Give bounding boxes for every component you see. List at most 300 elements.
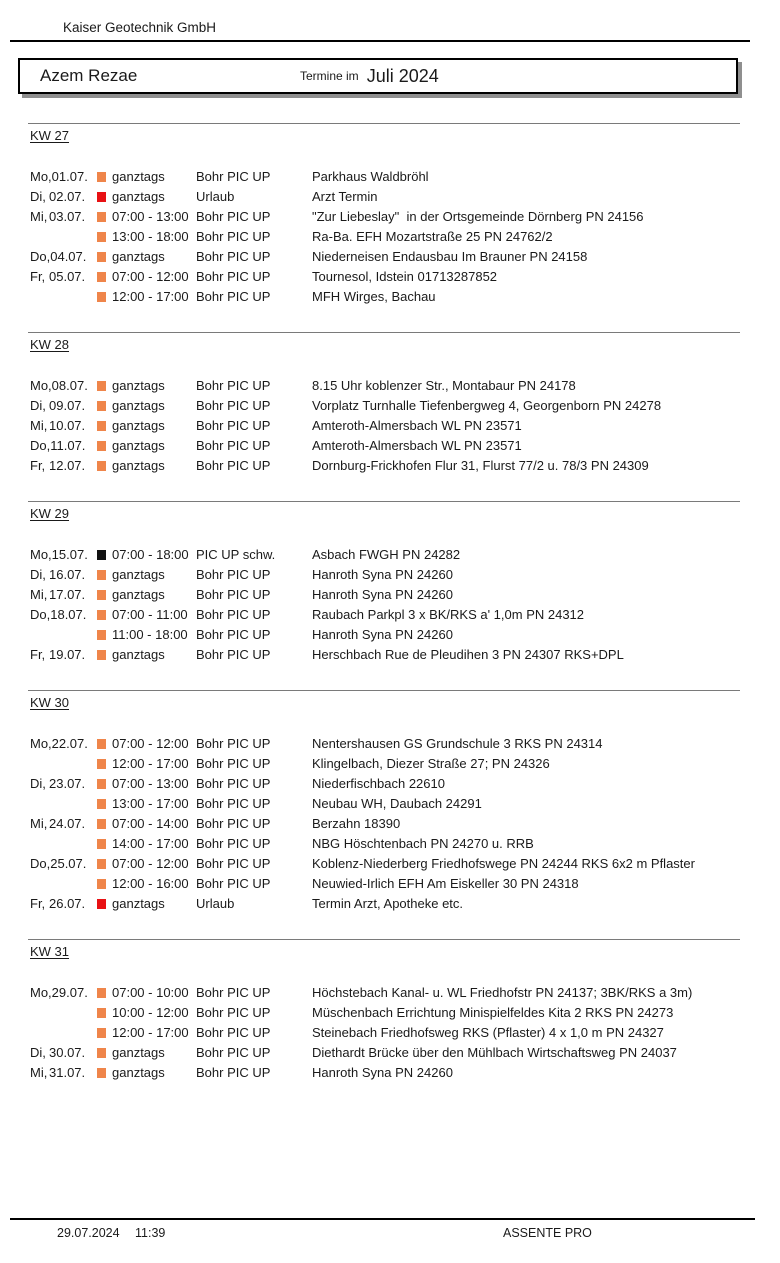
time-label: ganztags <box>112 169 165 184</box>
marker-cell <box>97 983 112 1003</box>
marker-cell <box>97 247 112 267</box>
category-marker-icon <box>97 819 106 829</box>
marker-cell <box>97 456 112 476</box>
weekday-label: Mi, <box>30 1065 48 1080</box>
day-cell <box>30 774 97 794</box>
marker-cell <box>97 754 112 774</box>
marker-cell <box>97 1043 112 1063</box>
date-label: 15.07. <box>51 547 88 562</box>
category-marker-icon <box>97 1048 106 1058</box>
category-marker-icon <box>97 401 106 411</box>
date-label: 12.07. <box>49 458 86 473</box>
time-label: ganztags <box>112 1065 165 1080</box>
company-name: Kaiser Geotechnik GmbH <box>63 20 217 35</box>
activity-type-label: Bohr PIC UP <box>196 836 271 851</box>
appointment-row <box>30 834 780 854</box>
appointment-row <box>30 774 780 794</box>
appointment-row <box>30 187 780 207</box>
date-label: 24.07. <box>49 816 86 831</box>
day-cell <box>30 267 97 287</box>
activity-type-label: Bohr PIC UP <box>196 1025 271 1040</box>
appointment-row <box>30 854 780 874</box>
category-marker-icon <box>97 590 106 600</box>
time-label: ganztags <box>112 458 165 473</box>
marker-cell <box>97 267 112 287</box>
marker-cell <box>97 854 112 874</box>
appointment-row <box>30 227 780 247</box>
category-marker-icon <box>97 441 106 451</box>
activity-type-label: PIC UP schw. <box>196 547 276 562</box>
appointment-row <box>30 436 780 456</box>
appointment-row <box>30 1003 780 1023</box>
activity-type-label: Bohr PIC UP <box>196 587 271 602</box>
appointment-row <box>30 565 780 585</box>
appointment-description: Neuwied-Irlich EFH Am Eiskeller 30 PN 24318 <box>312 876 579 891</box>
day-cell <box>30 874 97 894</box>
appointment-row <box>30 247 780 267</box>
category-marker-icon <box>97 839 106 849</box>
date-label: 04.07. <box>50 249 87 264</box>
marker-cell <box>97 436 112 456</box>
appointment-row <box>30 167 780 187</box>
section-rule <box>28 501 740 502</box>
marker-cell <box>97 625 112 645</box>
marker-cell <box>97 874 112 894</box>
title-prefix: Termine im <box>300 69 359 83</box>
time-label: ganztags <box>112 249 165 264</box>
appointment-description: 8.15 Uhr koblenzer Str., Montabaur PN 24178 <box>312 378 576 393</box>
date-label: 19.07. <box>49 647 86 662</box>
activity-type-label: Bohr PIC UP <box>196 776 271 791</box>
day-cell <box>30 854 97 874</box>
marker-cell <box>97 545 112 565</box>
time-label: 07:00 - 10:00 <box>112 985 189 1000</box>
weekday-label: Fr, <box>30 896 46 911</box>
activity-type-label: Bohr PIC UP <box>196 736 271 751</box>
appointment-description: Herschbach Rue de Pleudihen 3 PN 24307 RKS+DPL <box>312 647 624 662</box>
weekday-label: Do, <box>30 249 51 264</box>
activity-type-label: Bohr PIC UP <box>196 438 271 453</box>
activity-type-label: Bohr PIC UP <box>196 169 271 184</box>
day-cell <box>30 794 97 814</box>
appointment-description: Müschenbach Errichtung Minispielfeldes Kita 2 RKS PN 24273 <box>312 1005 674 1020</box>
week-sections <box>0 123 780 1083</box>
activity-type-label: Urlaub <box>196 189 235 204</box>
time-label: 07:00 - 14:00 <box>112 816 189 831</box>
week-label: KW 27 <box>30 128 70 143</box>
category-marker-icon <box>97 192 106 202</box>
weekday-label: Di, <box>30 776 46 791</box>
day-cell <box>30 1003 97 1023</box>
day-cell <box>30 545 97 565</box>
day-cell <box>30 625 97 645</box>
time-label: 12:00 - 17:00 <box>112 289 189 304</box>
time-label: ganztags <box>112 398 165 413</box>
week-label: KW 30 <box>30 695 70 710</box>
appointment-row <box>30 874 780 894</box>
title-month: Juli 2024 <box>366 65 439 86</box>
activity-type-label: Bohr PIC UP <box>196 627 271 642</box>
category-marker-icon <box>97 570 106 580</box>
day-cell <box>30 227 97 247</box>
time-label: 12:00 - 16:00 <box>112 876 189 891</box>
weekday-label: Mi, <box>30 816 48 831</box>
activity-type-label: Bohr PIC UP <box>196 816 271 831</box>
appointment-description: Raubach Parkpl 3 x BK/RKS a' 1,0m PN 24312 <box>312 607 585 622</box>
time-label: ganztags <box>112 896 165 911</box>
appointment-row <box>30 1023 780 1043</box>
weekday-label: Do, <box>30 856 51 871</box>
weekday-label: Di, <box>30 1045 46 1060</box>
activity-type-label: Bohr PIC UP <box>196 398 271 413</box>
time-label: 13:00 - 18:00 <box>112 229 189 244</box>
appointment-row <box>30 625 780 645</box>
appointment-description: Asbach FWGH PN 24282 <box>312 547 461 562</box>
week-label: KW 31 <box>30 944 70 959</box>
date-label: 23.07. <box>49 776 86 791</box>
appointment-row <box>30 894 780 914</box>
weekday-label: Do, <box>30 607 51 622</box>
time-label: ganztags <box>112 418 165 433</box>
software-brand: ASSENTE PRO <box>503 1226 592 1240</box>
section-rule <box>28 332 740 333</box>
date-label: 01.07. <box>51 169 88 184</box>
category-marker-icon <box>97 799 106 809</box>
marker-cell <box>97 167 112 187</box>
date-label: 03.07. <box>49 209 86 224</box>
marker-cell <box>97 396 112 416</box>
activity-type-label: Bohr PIC UP <box>196 1005 271 1020</box>
person-name: Azem Rezae <box>40 66 138 85</box>
day-cell <box>30 834 97 854</box>
marker-cell <box>97 1023 112 1043</box>
category-marker-icon <box>97 739 106 749</box>
activity-type-label: Bohr PIC UP <box>196 1045 271 1060</box>
category-marker-icon <box>97 879 106 889</box>
day-cell <box>30 1023 97 1043</box>
title-box <box>18 58 738 94</box>
footer-rule <box>10 1218 755 1220</box>
activity-type-label: Bohr PIC UP <box>196 249 271 264</box>
marker-cell <box>97 794 112 814</box>
weekday-label: Di, <box>30 567 46 582</box>
date-label: 18.07. <box>50 607 87 622</box>
page-footer <box>0 1218 780 1246</box>
category-marker-icon <box>97 1068 106 1078</box>
date-label: 16.07. <box>49 567 86 582</box>
date-label: 08.07. <box>51 378 88 393</box>
appointment-row <box>30 207 780 227</box>
section-rule <box>28 939 740 940</box>
appointment-row <box>30 456 780 476</box>
category-marker-icon <box>97 272 106 282</box>
marker-cell <box>97 207 112 227</box>
appointment-description: Ra-Ba. EFH Mozartstraße 25 PN 24762/2 <box>312 229 553 244</box>
category-marker-icon <box>97 610 106 620</box>
appointment-rows <box>0 545 780 665</box>
day-cell <box>30 1043 97 1063</box>
marker-cell <box>97 416 112 436</box>
appointment-row <box>30 605 780 625</box>
category-marker-icon <box>97 292 106 302</box>
day-cell <box>30 605 97 625</box>
day-cell <box>30 207 97 227</box>
activity-type-label: Urlaub <box>196 896 235 911</box>
marker-cell <box>97 1003 112 1023</box>
week-label: KW 29 <box>30 506 70 521</box>
day-cell <box>30 983 97 1003</box>
appointment-description: Tournesol, Idstein 01713287852 <box>312 269 498 284</box>
category-marker-icon <box>97 1008 106 1018</box>
appointment-row <box>30 1043 780 1063</box>
activity-type-label: Bohr PIC UP <box>196 647 271 662</box>
marker-cell <box>97 565 112 585</box>
category-marker-icon <box>97 252 106 262</box>
time-label: 11:00 - 18:00 <box>112 627 188 642</box>
date-label: 26.07. <box>49 896 86 911</box>
marker-cell <box>97 585 112 605</box>
time-label: 07:00 - 12:00 <box>112 736 189 751</box>
appointment-rows <box>0 983 780 1083</box>
appointment-description: Dornburg-Frickhofen Flur 31, Flurst 77/2 u. 78/3 PN 24309 <box>312 458 649 473</box>
activity-type-label: Bohr PIC UP <box>196 985 271 1000</box>
appointment-description: Hanroth Syna PN 24260 <box>312 587 453 602</box>
appointment-row <box>30 754 780 774</box>
activity-type-label: Bohr PIC UP <box>196 856 271 871</box>
marker-cell <box>97 227 112 247</box>
marker-cell <box>97 774 112 794</box>
weekday-label: Mo, <box>30 736 52 751</box>
time-label: 07:00 - 13:00 <box>112 776 189 791</box>
appointment-description: Steinebach Friedhofsweg RKS (Pflaster) 4 x 1,0 m PN 24327 <box>312 1025 664 1040</box>
appointment-description: MFH Wirges, Bachau <box>312 289 436 304</box>
weekday-label: Di, <box>30 189 46 204</box>
day-cell <box>30 894 97 914</box>
date-label: 10.07. <box>49 418 86 433</box>
time-label: ganztags <box>112 438 165 453</box>
appointment-description: Niederneisen Endausbau Im Brauner PN 24158 <box>312 249 588 264</box>
week-section <box>0 332 780 476</box>
day-cell <box>30 565 97 585</box>
appointment-description: Amteroth-Almersbach WL PN 23571 <box>312 418 522 433</box>
activity-type-label: Bohr PIC UP <box>196 269 271 284</box>
date-label: 11.07. <box>50 438 86 453</box>
time-label: 07:00 - 18:00 <box>112 547 189 562</box>
appointment-description: Hanroth Syna PN 24260 <box>312 1065 453 1080</box>
weekday-label: Fr, <box>30 269 46 284</box>
category-marker-icon <box>97 899 106 909</box>
marker-cell <box>97 894 112 914</box>
time-label: ganztags <box>112 587 165 602</box>
category-marker-icon <box>97 172 106 182</box>
week-label: KW 28 <box>30 337 70 352</box>
activity-type-label: Bohr PIC UP <box>196 1065 271 1080</box>
time-label: ganztags <box>112 647 165 662</box>
week-section <box>0 939 780 1083</box>
marker-cell <box>97 834 112 854</box>
date-label: 29.07. <box>51 985 88 1000</box>
time-label: 07:00 - 13:00 <box>112 209 189 224</box>
time-label: 14:00 - 17:00 <box>112 836 189 851</box>
category-marker-icon <box>97 759 106 769</box>
letterhead <box>0 0 780 35</box>
activity-type-label: Bohr PIC UP <box>196 458 271 473</box>
category-marker-icon <box>97 988 106 998</box>
appointment-row <box>30 416 780 436</box>
day-cell <box>30 645 97 665</box>
category-marker-icon <box>97 650 106 660</box>
time-label: 13:00 - 17:00 <box>112 796 189 811</box>
letterhead-rule <box>10 40 750 42</box>
appointment-description: Amteroth-Almersbach WL PN 23571 <box>312 438 522 453</box>
appointment-description: Termin Arzt, Apotheke etc. <box>312 896 464 911</box>
time-label: 07:00 - 12:00 <box>112 269 189 284</box>
category-marker-icon <box>97 421 106 431</box>
activity-type-label: Bohr PIC UP <box>196 567 271 582</box>
appointment-description: Niederfischbach 22610 <box>312 776 445 791</box>
section-rule <box>28 123 740 124</box>
day-cell <box>30 187 97 207</box>
time-label: 12:00 - 17:00 <box>112 756 189 771</box>
date-label: 25.07. <box>50 856 87 871</box>
activity-type-label: Bohr PIC UP <box>196 418 271 433</box>
marker-cell <box>97 814 112 834</box>
day-cell <box>30 814 97 834</box>
date-label: 31.07. <box>49 1065 86 1080</box>
day-cell <box>30 585 97 605</box>
appointment-description: Höchstebach Kanal- u. WL Friedhofstr PN 24137; 3BK/RKS a 3m) <box>312 985 693 1000</box>
weekday-label: Mo, <box>30 985 52 1000</box>
appointment-row <box>30 287 780 307</box>
day-cell <box>30 1063 97 1083</box>
time-label: 07:00 - 12:00 <box>112 856 189 871</box>
appointment-description: Koblenz-Niederberg Friedhofswege PN 24244 RKS 6x2 m Pflaster <box>312 856 695 871</box>
weekday-label: Mi, <box>30 587 48 602</box>
appointment-description: Hanroth Syna PN 24260 <box>312 627 453 642</box>
appointment-row <box>30 396 780 416</box>
weekday-label: Fr, <box>30 647 46 662</box>
day-cell <box>30 754 97 774</box>
activity-type-label: Bohr PIC UP <box>196 756 271 771</box>
marker-cell <box>97 376 112 396</box>
appointment-description: Hanroth Syna PN 24260 <box>312 567 453 582</box>
weekday-label: Di, <box>30 398 46 413</box>
appointment-description: "Zur Liebeslay" in der Ortsgemeinde Dörnberg PN 24156 <box>312 209 644 224</box>
print-date: 29.07.2024 <box>57 1226 120 1240</box>
category-marker-icon <box>97 779 106 789</box>
activity-type-label: Bohr PIC UP <box>196 876 271 891</box>
appointment-description: Diethardt Brücke über den Mühlbach Wirtschaftsweg PN 24037 <box>312 1045 677 1060</box>
day-cell <box>30 287 97 307</box>
appointment-row <box>30 376 780 396</box>
marker-cell <box>97 605 112 625</box>
appointment-row <box>30 734 780 754</box>
week-section <box>0 690 780 914</box>
category-marker-icon <box>97 1028 106 1038</box>
weekday-label: Mo, <box>30 169 52 184</box>
activity-type-label: Bohr PIC UP <box>196 289 271 304</box>
appointment-row <box>30 645 780 665</box>
weekday-label: Mo, <box>30 547 52 562</box>
activity-type-label: Bohr PIC UP <box>196 229 271 244</box>
appointment-row <box>30 814 780 834</box>
appointment-description: Parkhaus Waldbröhl <box>312 169 429 184</box>
time-label: 12:00 - 17:00 <box>112 1025 189 1040</box>
appointment-description: Nentershausen GS Grundschule 3 RKS PN 24314 <box>312 736 603 751</box>
appointment-description: Vorplatz Turnhalle Tiefenbergweg 4, Georgenborn PN 24278 <box>312 398 662 413</box>
day-cell <box>30 247 97 267</box>
weekday-label: Mo, <box>30 378 52 393</box>
day-cell <box>30 734 97 754</box>
week-section <box>0 123 780 307</box>
marker-cell <box>97 287 112 307</box>
appointment-description: Neubau WH, Daubach 24291 <box>312 796 482 811</box>
marker-cell <box>97 645 112 665</box>
appointment-row <box>30 545 780 565</box>
weekday-label: Mi, <box>30 418 48 433</box>
appointment-row <box>30 983 780 1003</box>
appointment-description: NBG Höschtenbach PN 24270 u. RRB <box>312 836 534 851</box>
marker-cell <box>97 187 112 207</box>
activity-type-label: Bohr PIC UP <box>196 796 271 811</box>
print-time: 11:39 <box>135 1226 166 1240</box>
category-marker-icon <box>97 381 106 391</box>
time-label: ganztags <box>112 189 165 204</box>
marker-cell <box>97 1063 112 1083</box>
date-label: 17.07. <box>49 587 86 602</box>
appointment-rows <box>0 376 780 476</box>
activity-type-label: Bohr PIC UP <box>196 607 271 622</box>
time-label: 10:00 - 12:00 <box>112 1005 189 1020</box>
appointment-row <box>30 1063 780 1083</box>
time-label: 07:00 - 11:00 <box>112 607 188 622</box>
category-marker-icon <box>97 232 106 242</box>
day-cell <box>30 416 97 436</box>
week-section <box>0 501 780 665</box>
category-marker-icon <box>97 550 106 560</box>
appointment-row <box>30 585 780 605</box>
date-label: 09.07. <box>49 398 86 413</box>
appointment-rows <box>0 734 780 914</box>
appointment-description: Berzahn 18390 <box>312 816 401 831</box>
date-label: 05.07. <box>49 269 86 284</box>
date-label: 02.07. <box>49 189 86 204</box>
time-label: ganztags <box>112 378 165 393</box>
weekday-label: Fr, <box>30 458 46 473</box>
day-cell <box>30 456 97 476</box>
date-label: 30.07. <box>49 1045 86 1060</box>
category-marker-icon <box>97 630 106 640</box>
weekday-label: Mi, <box>30 209 48 224</box>
time-label: ganztags <box>112 567 165 582</box>
category-marker-icon <box>97 461 106 471</box>
activity-type-label: Bohr PIC UP <box>196 209 271 224</box>
date-label: 22.07. <box>51 736 88 751</box>
appointment-rows <box>0 167 780 307</box>
appointment-description: Klingelbach, Diezer Straße 27; PN 24326 <box>312 756 550 771</box>
section-rule <box>28 690 740 691</box>
day-cell <box>30 436 97 456</box>
day-cell <box>30 167 97 187</box>
day-cell <box>30 396 97 416</box>
appointment-row <box>30 794 780 814</box>
category-marker-icon <box>97 212 106 222</box>
marker-cell <box>97 734 112 754</box>
appointment-row <box>30 267 780 287</box>
time-label: ganztags <box>112 1045 165 1060</box>
day-cell <box>30 376 97 396</box>
appointment-description: Arzt Termin <box>312 189 378 204</box>
